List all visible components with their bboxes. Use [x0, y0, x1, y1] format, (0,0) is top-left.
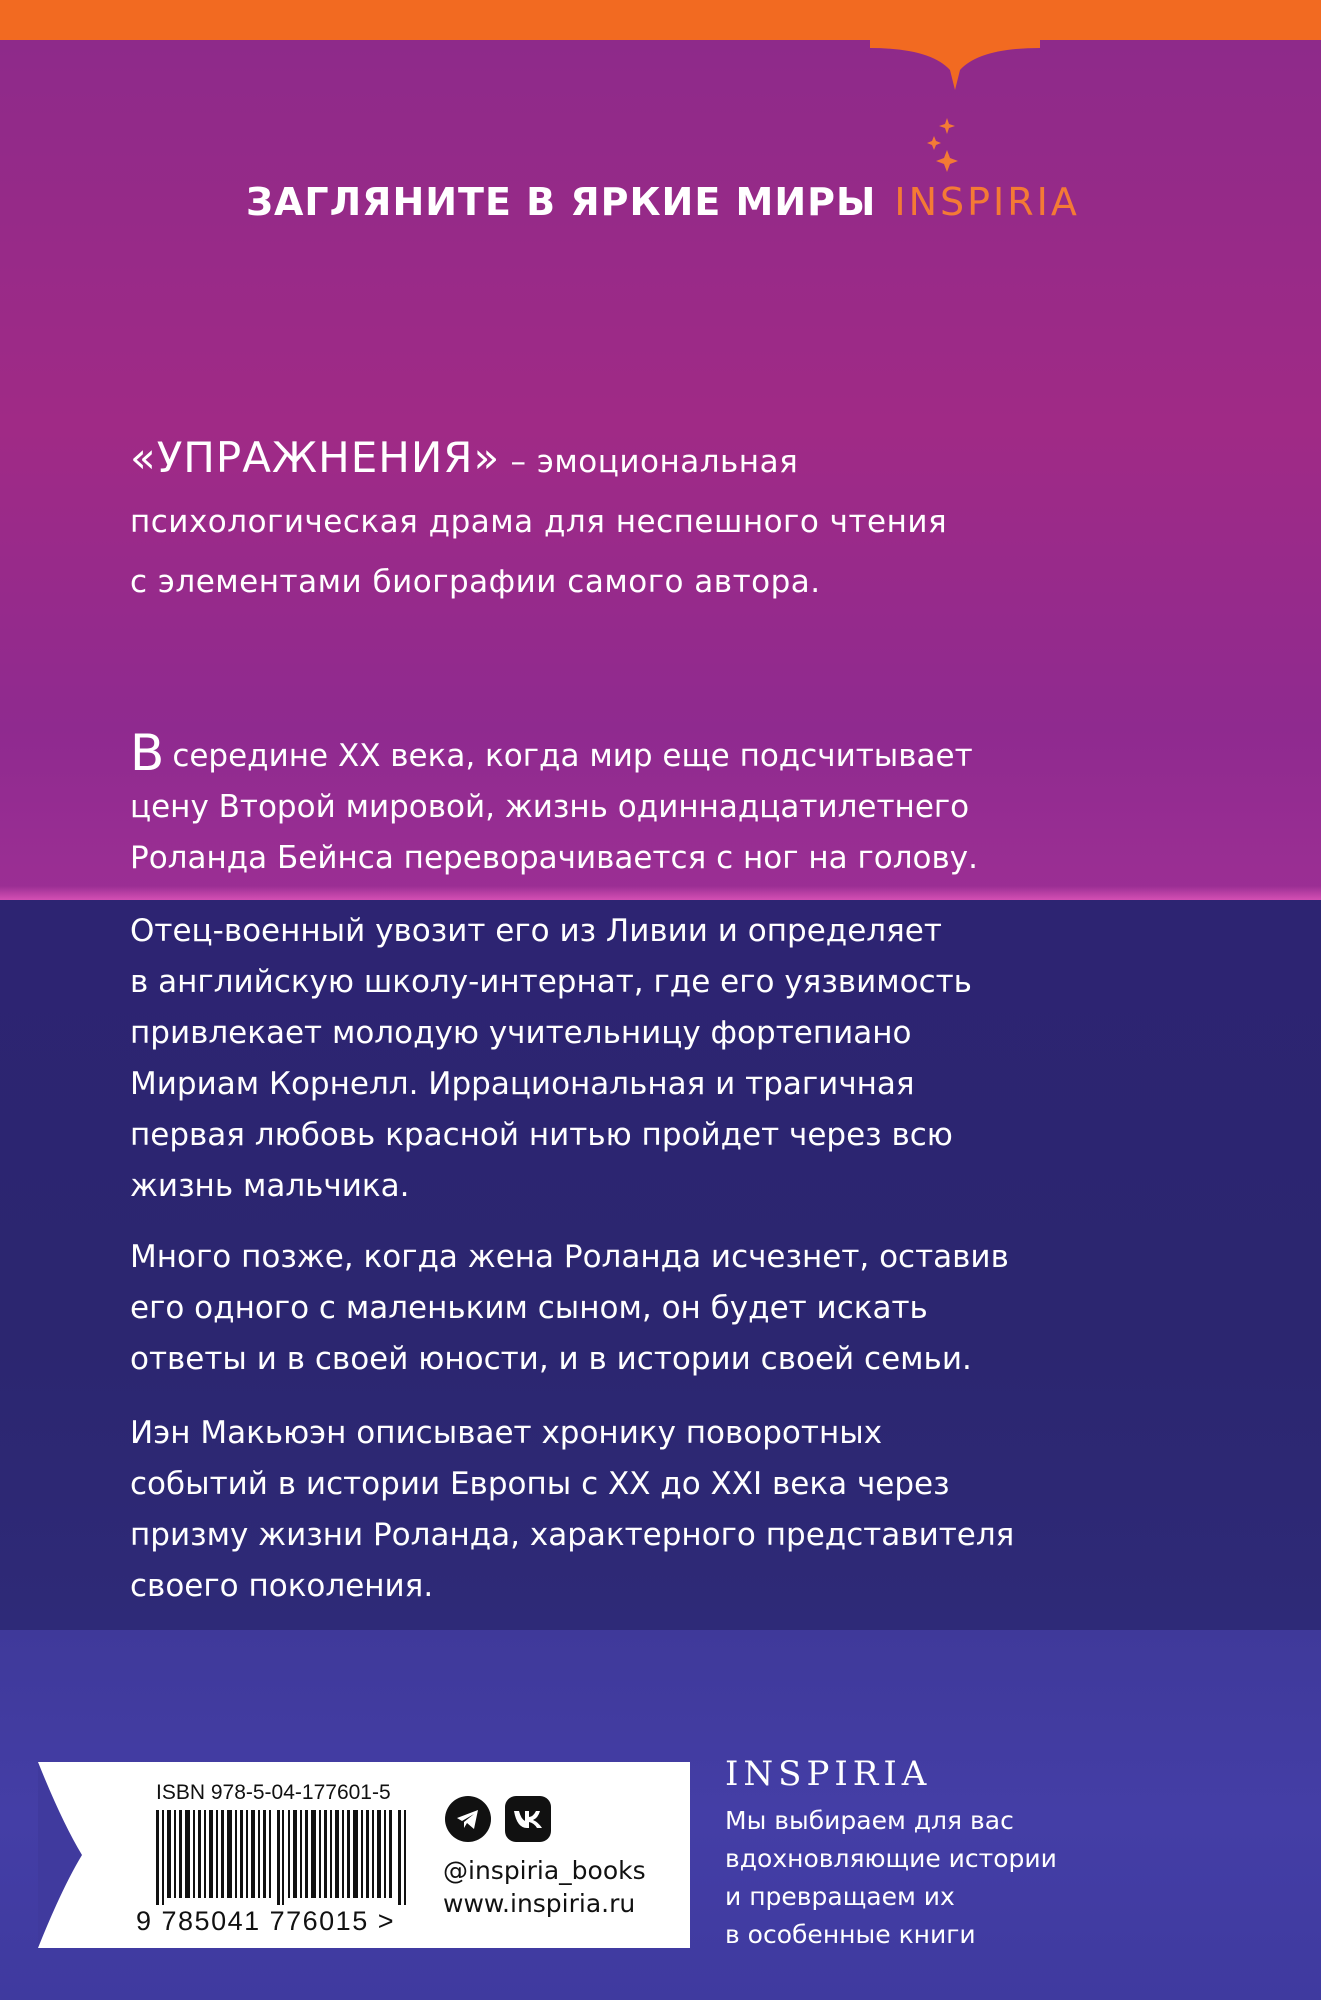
barcode-digits: 9 785041 776015 >: [136, 1906, 395, 1936]
header-tagline-line: [246, 180, 1080, 224]
paragraph-line: первая любовь красной нитью пройдет через всю: [130, 1117, 953, 1153]
description-paragraph-3: [130, 1232, 1190, 1385]
paragraph-line: ответы и в своей юности, и в истории своей семьи.: [130, 1341, 972, 1377]
paragraph-line: в английскую школу-интернат, где его уязвимость: [130, 964, 972, 1000]
card-notch: [22, 1762, 82, 1948]
paragraph-line: жизнь мальчика.: [130, 1168, 410, 1204]
paragraph-line: цену Второй мировой, жизнь одиннадцатилетнего: [130, 789, 970, 825]
paragraph-line: своего поколения.: [130, 1568, 434, 1604]
paragraph-line: событий в истории Европы с XX до XXI века через: [130, 1466, 950, 1502]
description-paragraph-4: [130, 1408, 1190, 1612]
drop-cap: В: [130, 724, 165, 782]
paragraph-line: Много позже, когда жена Роланда исчезнет, оставив: [130, 1239, 1009, 1275]
social-handle[interactable]: @inspiria_books: [443, 1856, 646, 1885]
slogan-line: Мы выбираем для вас: [725, 1806, 1014, 1835]
website-link[interactable]: www.inspiria.ru: [443, 1889, 636, 1918]
telegram-icon[interactable]: [445, 1796, 491, 1842]
publisher-block: [725, 1754, 1057, 1954]
paragraph-line: Отец-военный увозит его из Ливии и определяет: [130, 913, 942, 949]
description-paragraph-1: [130, 724, 1190, 884]
intro-line-3: с элементами биографии самого автора.: [130, 564, 821, 600]
slogan-line: вдохновляющие истории: [725, 1844, 1057, 1873]
paragraph-line: привлекает молодую учительницу фортепиано: [130, 1015, 912, 1051]
intro-paragraph: [130, 428, 1130, 612]
paragraph-line: его одного с маленьким сыном, он будет искать: [130, 1290, 928, 1326]
paragraph-line: призму жизни Роланда, характерного представителя: [130, 1517, 1015, 1553]
header-brand: INSPIRIA: [894, 180, 1080, 224]
paragraph-line: середине XX века, когда мир еще подсчитывает: [172, 738, 973, 774]
intro-line-2: психологическая драма для неспешного чтения: [130, 504, 948, 540]
isbn-label: ISBN 978-5-04-177601-5: [156, 1781, 391, 1804]
barcode-icon: [156, 1810, 410, 1905]
paragraph-line: Роланда Бейнса переворачивается с ног на голову.: [130, 840, 978, 876]
slogan-line: в особенные книги: [725, 1920, 976, 1949]
slogan-line: и превращаем их: [725, 1882, 955, 1911]
orange-tab-notch: [870, 40, 1040, 100]
header-tagline: ЗАГЛЯНИТЕ В ЯРКИЕ МИРЫ: [246, 180, 877, 224]
social-links: [445, 1796, 551, 1842]
intro-line-1: – эмоциональная: [500, 444, 799, 480]
publisher-name: INSPIRIA: [725, 1754, 932, 1794]
description-paragraph-2: [130, 906, 1190, 1212]
publisher-slogan: [725, 1802, 1057, 1954]
paragraph-line: Иэн Макьюэн описывает хронику поворотных: [130, 1415, 883, 1451]
book-title: «УПРАЖНЕНИЯ»: [130, 433, 501, 482]
vk-icon[interactable]: [505, 1796, 551, 1842]
sparkles-icon: [925, 118, 965, 178]
paragraph-line: Мириам Корнелл. Иррациональная и трагичная: [130, 1066, 915, 1102]
